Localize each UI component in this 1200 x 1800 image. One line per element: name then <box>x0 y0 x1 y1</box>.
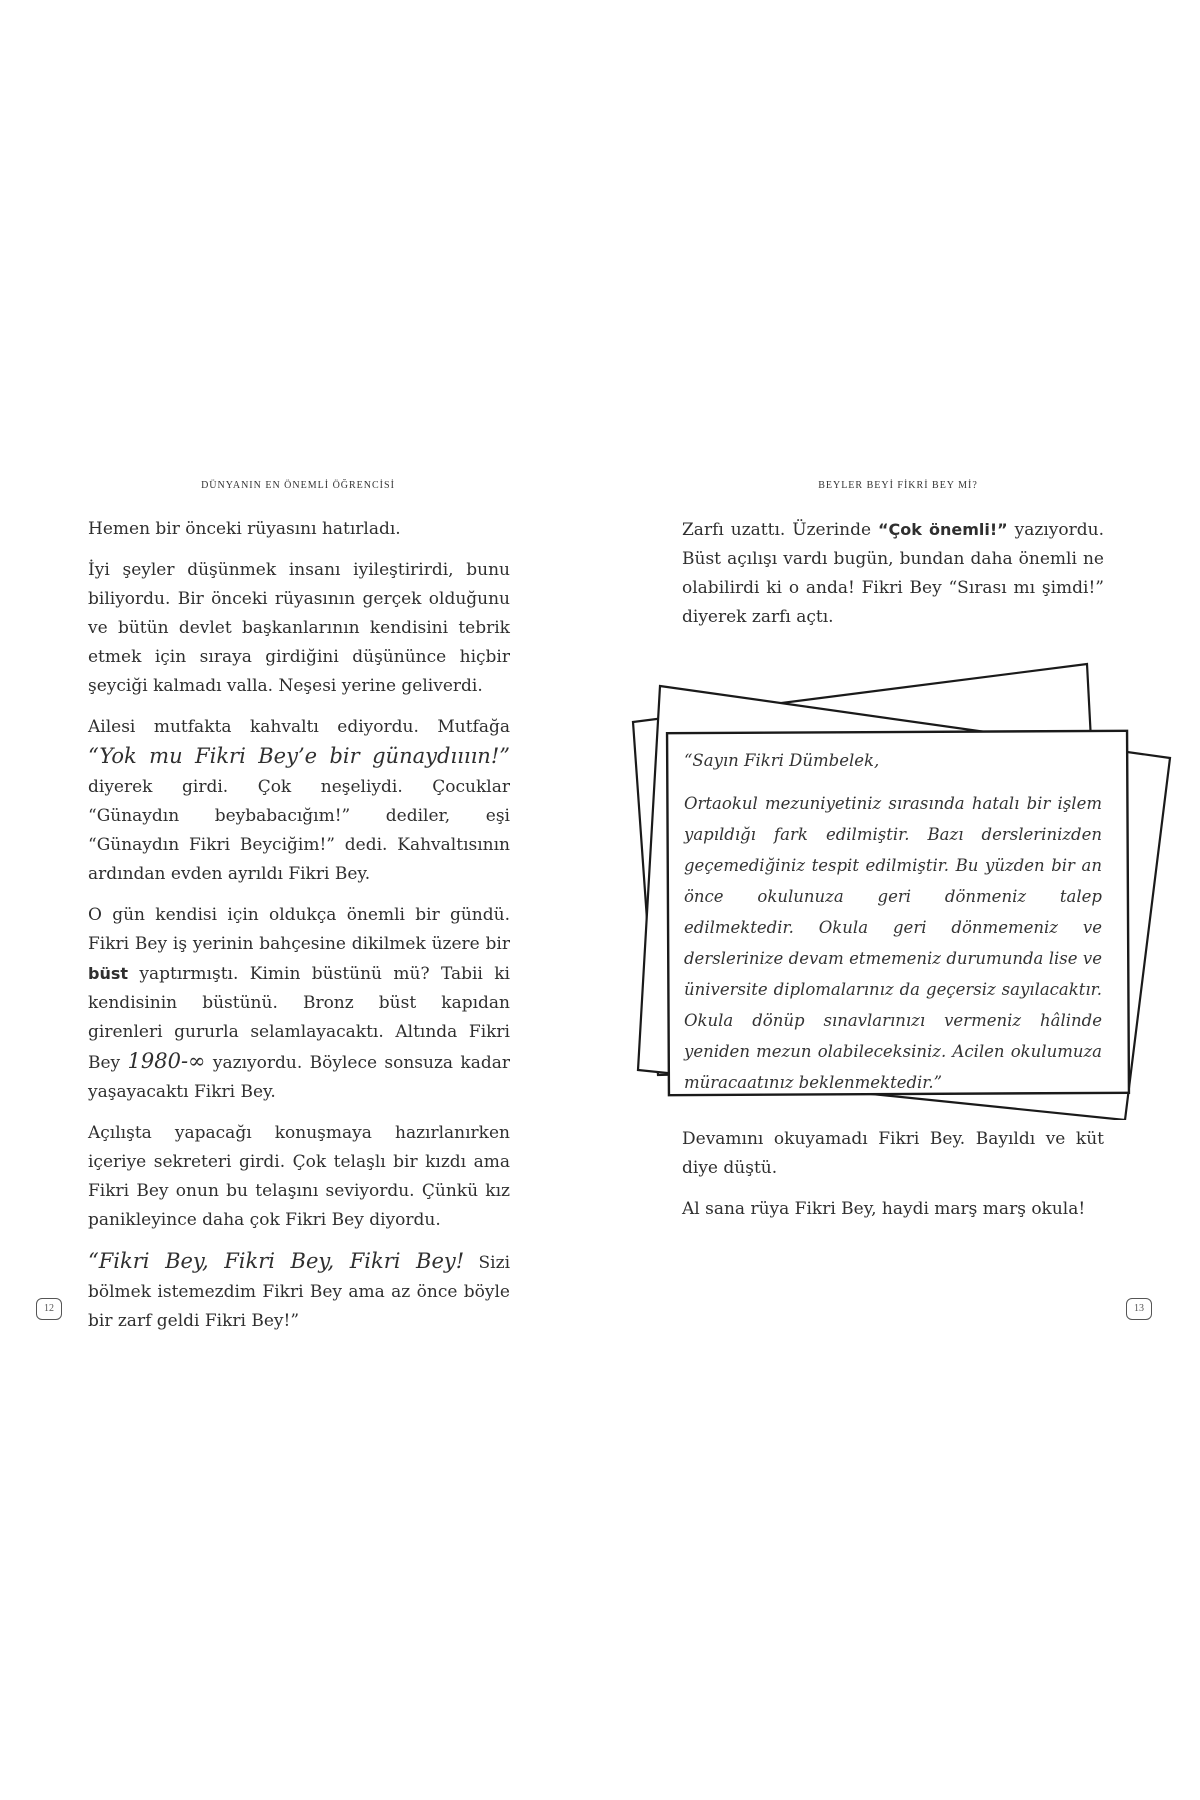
handwritten-quote: “Fikri Bey, Fikri Bey, Fikri Bey! <box>88 1249 465 1273</box>
text-run: diyerek girdi. Çok neşeliydi. Çocuklar “Günaydın beybabacığım!” dediler, eşi “Günaydın Fikri Beyciğim!” dedi. Kahvaltısının ardından evden ayrıldı Fikri Bey. <box>88 777 510 884</box>
text-run: Sizi bölmek istemezdim Fikri Bey ama az önce böyle bir zarf geldi Fikri Bey!” <box>88 1253 511 1331</box>
left-running-head: DÜNYANIN EN ÖNEMLİ ÖĞRENCİSİ <box>201 480 395 491</box>
paragraph <box>88 713 510 889</box>
letter-salutation: “Sayın Fikri Dümbelek, <box>684 751 880 770</box>
page-number-text: 13 <box>1134 1303 1144 1314</box>
paragraph: İyi şeyler düşünmek insanı iyileştirirdi, bunu biliyordu. Bir önceki rüyasının gerçek olduğunu ve bütün devlet başkanlarının kendisini tebrik etmek için sıraya girdiğini düşününce hiçbir şeyciği kalmadı valla. Neşesi yerine geliverdi. <box>88 560 510 696</box>
page-number <box>1126 1298 1152 1320</box>
page-number-frame <box>1126 1298 1152 1320</box>
right-running-head: BEYLER BEYİ FİKRİ BEY Mİ? <box>818 480 978 491</box>
left-body-text <box>88 515 510 1348</box>
paragraph <box>682 515 1104 632</box>
right-body-text-bottom <box>682 1125 1104 1236</box>
page-number <box>36 1298 62 1320</box>
letter-text <box>684 745 1102 1110</box>
page-number-text: 12 <box>44 1303 54 1314</box>
paragraph <box>88 901 510 1107</box>
text-run: yazıyordu. Böylece sonsuza kadar yaşayacaktı Fikri Bey. <box>88 1053 510 1102</box>
text-run: Ailesi mutfakta kahvaltı ediyordu. Mutfağa <box>88 717 510 737</box>
page-number-frame <box>36 1298 62 1320</box>
paragraph: Hemen bir önceki rüyasını hatırladı. <box>88 519 401 539</box>
right-body-text-top <box>682 515 1104 644</box>
paragraph: Devamını okuyamadı Fikri Bey. Bayıldı ve küt diye düştü. <box>682 1129 1104 1178</box>
letter-body: Ortaokul mezuniyetiniz sırasında hatalı bir işlem yapıldığı fark edilmiştir. Bazı derslerinizden geçemediğiniz tespit edilmiştir. Bu yüzden bir an önce okulunuza geri dönmeniz talep edilmektedir. Okula geri dönmemeniz ve derslerinize devam etmemeniz durumunda lise ve üniversite diplomalarınız da geçersiz sayılacaktır. Okula dönüp sınavlarınızı vermeniz hâlinde yeniden mezun olabileceksiniz. Acilen okulumuza müracaatınız beklenmektedir.” <box>684 794 1102 1092</box>
text-run: O gün kendisi için oldukça önemli bir gündü. Fikri Bey iş yerinin bahçesine dikilmek üzere bir <box>88 905 510 954</box>
text-run: yazıyordu. Büst açılışı vardı bugün, bundan daha önemli ne olabilirdi ki o anda! Fikri Bey “Sırası mı şimdi!” diyerek zarfı açtı. <box>682 520 1104 627</box>
letter-paper-stack <box>600 650 1200 1120</box>
text-run: yaptırmıştı. Kimin büstünü mü? Tabii ki kendisinin büstünü. Bronz büst kapıdan girenleri gururla selamlayacaktı. Altında Fikri Bey <box>88 964 510 1073</box>
paragraph: Al sana rüya Fikri Bey, haydi marş marş okula! <box>682 1199 1086 1219</box>
emphasized-phrase: “Çok önemli!” <box>878 520 1008 539</box>
handwritten-quote: “Yok mu Fikri Bey’e bir günaydıııın!” <box>88 744 510 768</box>
right-page <box>600 0 1200 1800</box>
text-run: Zarfı uzattı. Üzerinde <box>682 520 878 540</box>
handwritten-date: 1980-∞ <box>127 1049 206 1073</box>
emphasized-word: büst <box>88 964 129 983</box>
paragraph: Açılışta yapacağı konuşmaya hazırlanırken içeriye sekreteri girdi. Çok telaşlı bir kızdı ama Fikri Bey onun bu telaşını seviyordu. Çünkü kız paniklеyince daha çok Fikri Bey diyordu. <box>88 1123 510 1230</box>
paragraph <box>88 1247 510 1336</box>
